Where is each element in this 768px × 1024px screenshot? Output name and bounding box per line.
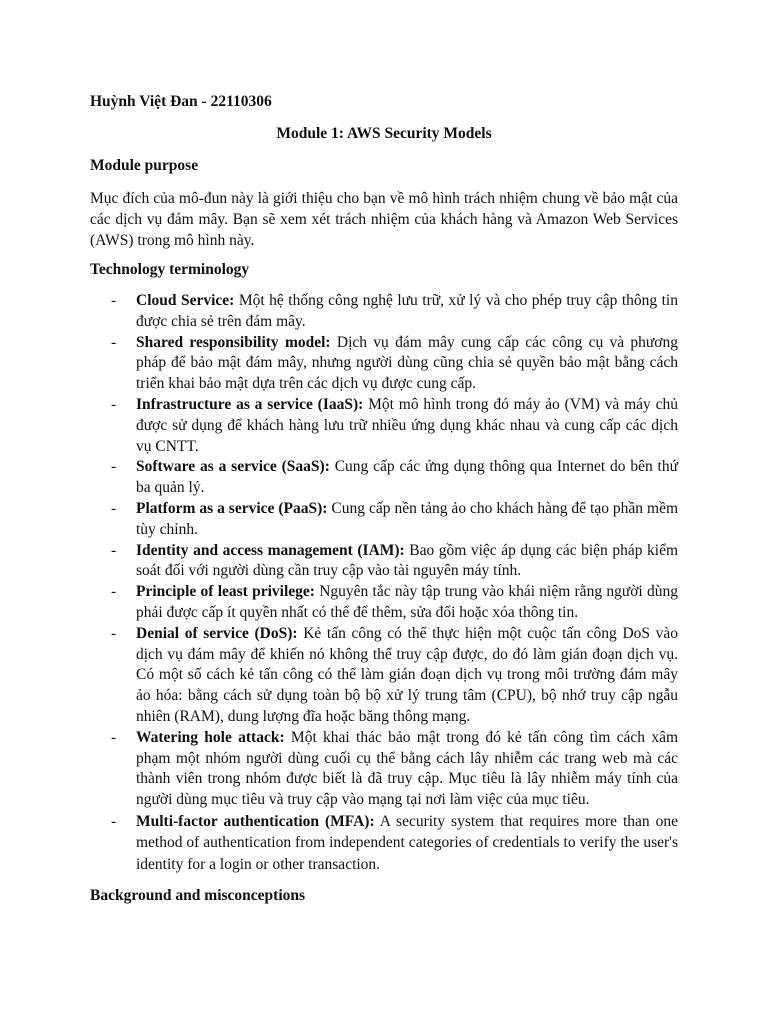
term-description: A security system that requires more than one method of authentication from independent categories of credentials to verify the user's identity for a login or other transaction. — [136, 812, 678, 873]
term-description: Một mô hình trong đó máy ảo (VM) và máy chủ được sử dụng để khách hàng lưu trữ nhiều ứng dụng khác nhau và cung cấp các dịch vụ CNTT. — [136, 395, 679, 455]
list-bullet: - — [111, 728, 117, 746]
term-name: Denial of service (DoS): — [136, 624, 298, 642]
list-bullet: - — [111, 395, 117, 413]
list-item — [90, 541, 678, 583]
list-bullet: - — [111, 812, 117, 830]
term-name: Cloud Service: — [136, 292, 235, 309]
list-item — [90, 333, 678, 395]
list-item — [90, 582, 678, 624]
list-item — [90, 395, 678, 457]
list-bullet: - — [111, 624, 117, 642]
list-item — [90, 728, 678, 811]
list-bullet: - — [111, 541, 117, 559]
author-line: Huỳnh Việt Đan - 22110306 — [90, 93, 272, 110]
list-item — [90, 457, 678, 499]
term-name: Platform as a service (PaaS): — [136, 499, 328, 517]
list-item — [90, 499, 678, 541]
term-description: Một hệ thống công nghệ lưu trữ, xử lý và cho phép truy cập thông tin được chia sẻ trên đám mây. — [136, 292, 678, 330]
term-description: Cung cấp nền tảng ảo cho khách hàng để tạo phần mềm tùy chỉnh. — [136, 499, 679, 538]
list-bullet: - — [111, 333, 117, 351]
term-name: Shared responsibility model: — [136, 333, 331, 351]
terminology-list — [90, 291, 678, 875]
term-description: Bao gồm việc áp dụng các biện pháp kiểm soát đối với người dùng cần truy cập vào tài nguyên máy tính. — [136, 541, 678, 580]
background-heading: Background and misconceptions — [90, 887, 306, 904]
terminology-heading: Technology terminology — [90, 261, 250, 278]
term-name: Software as a service (SaaS): — [136, 458, 330, 476]
module-purpose-paragraph: Mục đích của mô-đun này là giới thiệu cho bạn về mô hình trách nhiệm chung về bảo mật của các dịch vụ đám mây. Bạn sẽ xem xét trách nhiệm của khách hàng và Amazon Web Services (AWS) trong mô hình này. — [90, 190, 678, 249]
term-name: Principle of least privilege: — [136, 583, 315, 601]
term-name: Multi-factor authentication (MFA): — [136, 812, 375, 830]
term-description: Cung cấp các ứng dụng thông qua Internet do bên thứ ba quản lý. — [136, 458, 678, 497]
list-bullet: - — [111, 583, 117, 601]
list-item — [90, 291, 678, 333]
term-description: Một khai thác bảo mật trong đó kẻ tấn công tìm cách xâm phạm một nhóm người dùng cuối cụ thể bằng cách lây nhiễm các trang web mà các thành viên trong nhóm được biết là đã truy cập. Mục tiêu là lây nhiễm máy tính của người dùng mục tiêu và truy cập vào mạng tại nơi làm việc của mục tiêu. — [136, 728, 679, 809]
module-purpose-heading: Module purpose — [90, 157, 199, 174]
term-description: Dịch vụ đám mây cung cấp các công cụ và phương pháp để bảo mật đám mây, nhưng người dùng cũng chia sẻ quyền bảo mật bằng cách triển khai bảo mật dựa trên các dịch vụ được cung cấp. — [136, 333, 679, 393]
list-bullet: - — [111, 458, 117, 476]
term-name: Infrastructure as a service (IaaS): — [136, 395, 364, 413]
term-name: Identity and access management (IAM): — [136, 541, 405, 559]
page-title: Module 1: AWS Security Models — [276, 125, 492, 142]
list-bullet: - — [111, 499, 117, 517]
term-name: Watering hole attack: — [136, 728, 285, 746]
list-bullet: - — [111, 292, 117, 309]
term-description: Nguyên tắc này tập trung vào khái niệm rằng người dùng phải được cấp ít quyền nhất có thể để thêm, sửa đổi hoặc xóa thông tin. — [136, 583, 678, 621]
term-description: Kẻ tấn công có thể thực hiện một cuộc tấn công DoS vào dịch vụ đám mây để khiến nó không thể truy cập được, do đó làm gián đoạn dịch vụ. Có một số cách kẻ tấn công có thể làm gián đoạn dịch vụ trong môi trường đám mây ảo hóa: bằng cách sử dụng toàn bộ bộ xử lý trung tâm (CPU), bộ nhớ truy cập ngẫu nhiên (RAM), dung lượng đĩa hoặc băng thông mạng. — [136, 624, 679, 725]
list-item — [90, 624, 678, 728]
list-item — [90, 811, 678, 876]
